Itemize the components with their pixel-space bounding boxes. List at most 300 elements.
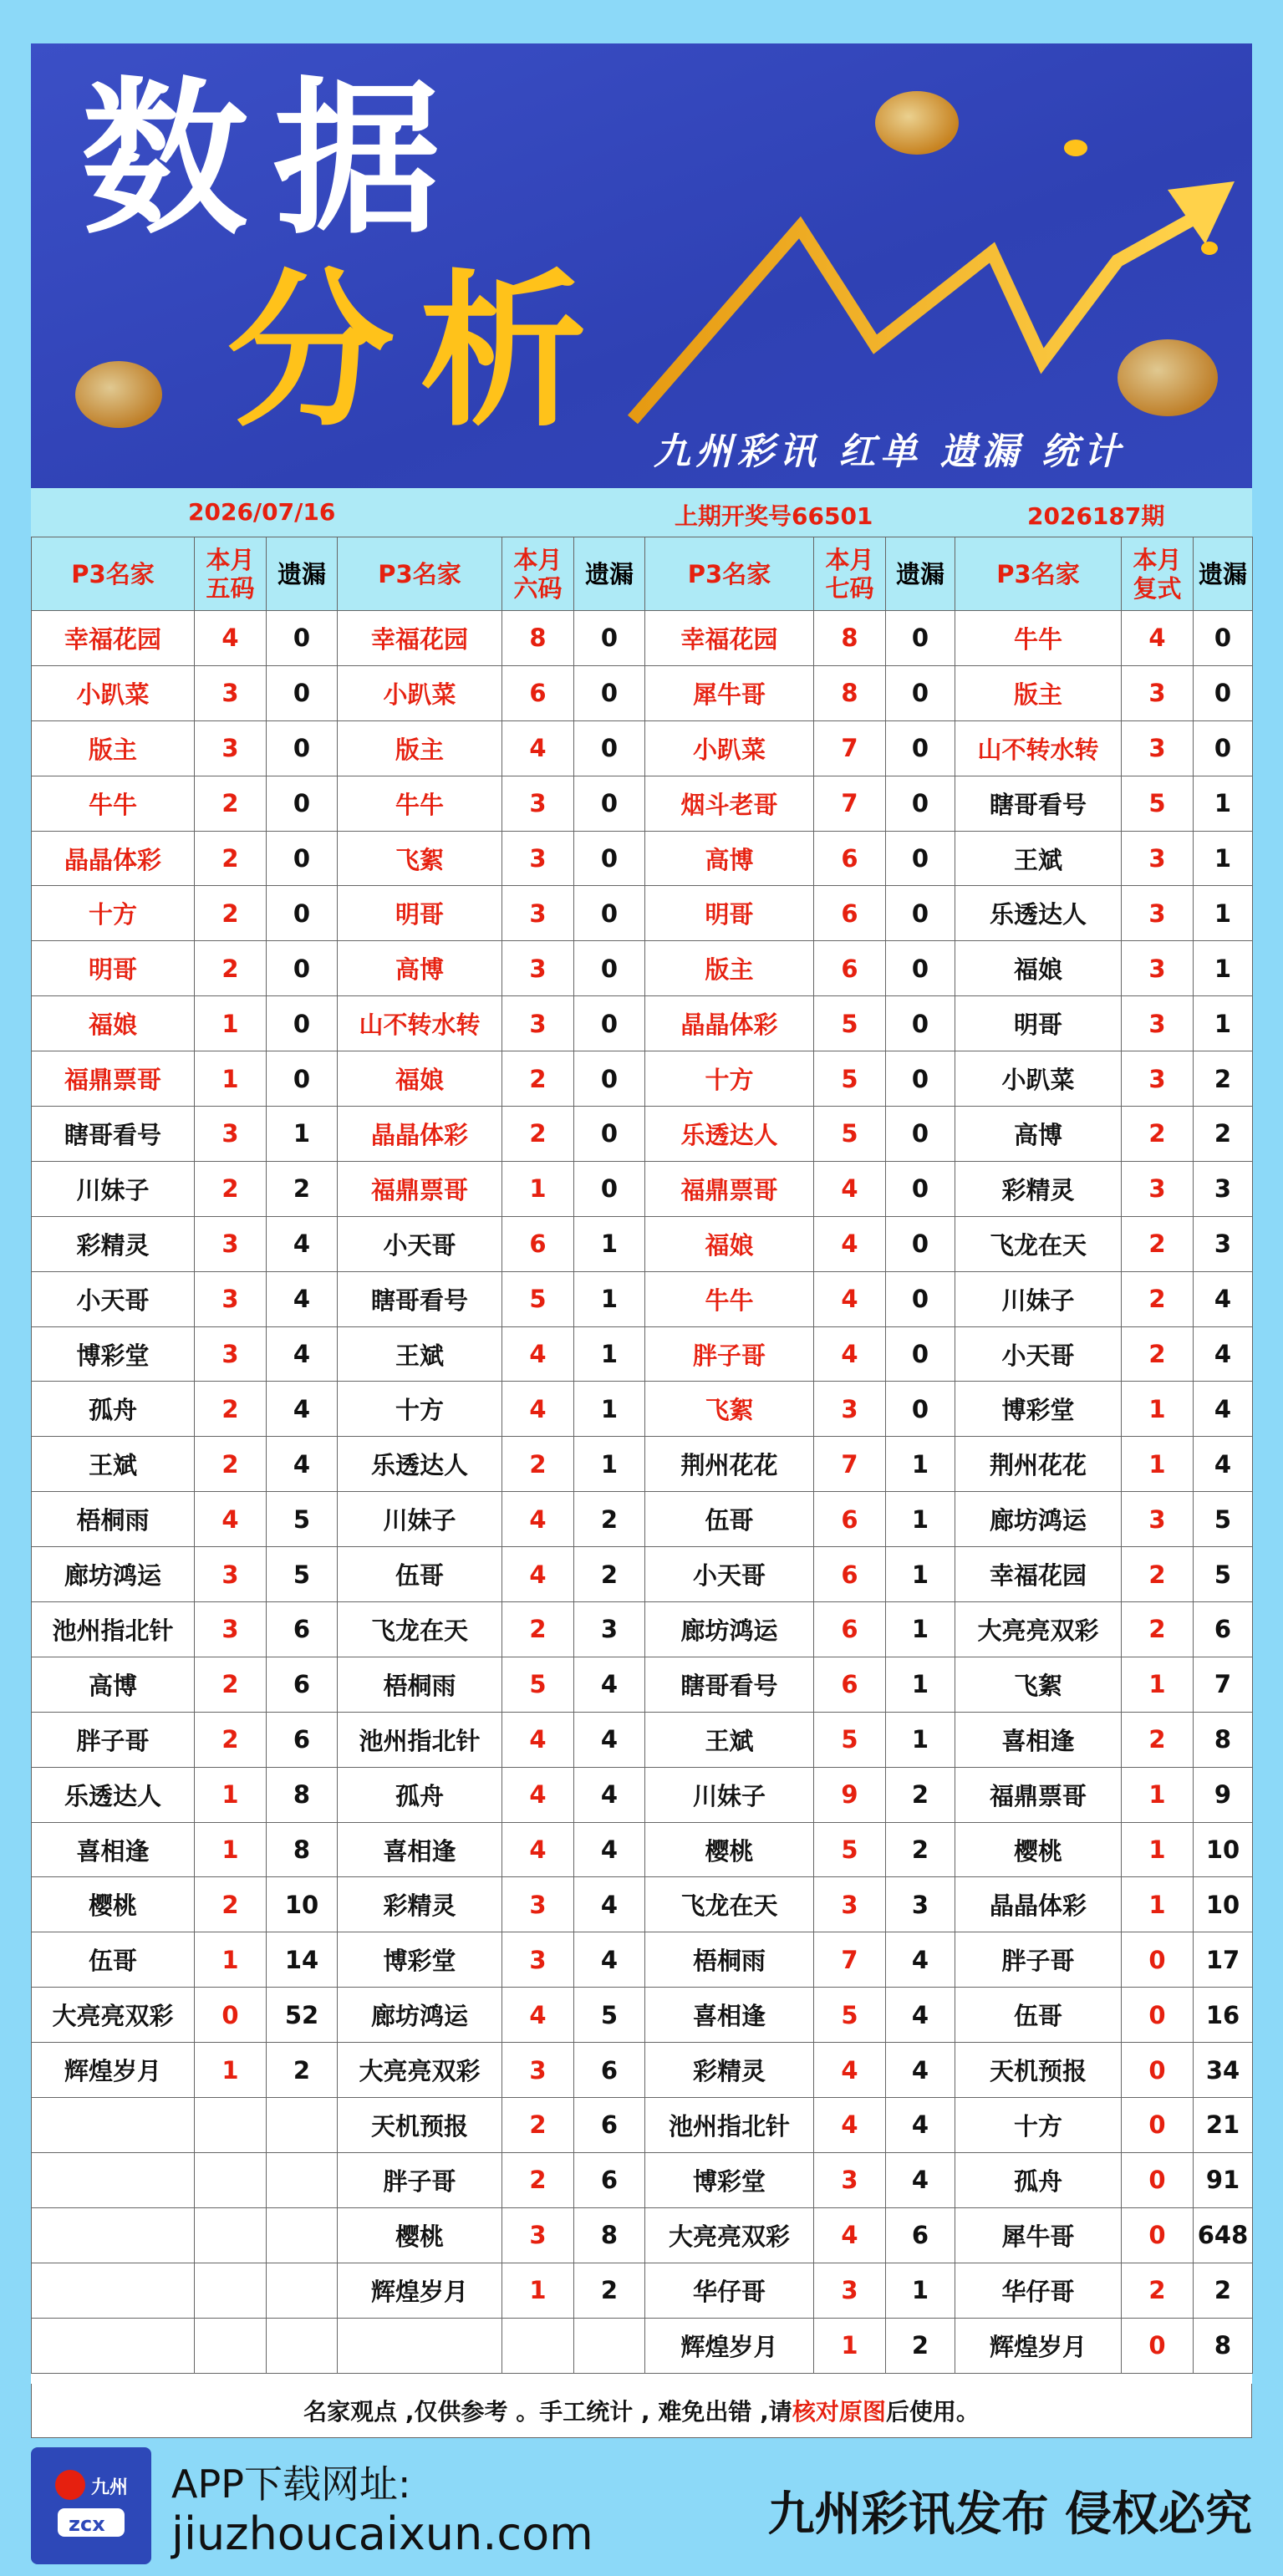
table-row bbox=[32, 1767, 1253, 1822]
hit-count-cell: 3 bbox=[502, 941, 574, 996]
header-miss: 遗漏 bbox=[886, 537, 955, 611]
miss-count-cell: 6 bbox=[267, 1712, 338, 1767]
hit-count-cell: 1 bbox=[1122, 1657, 1194, 1712]
poster-frame bbox=[31, 43, 1252, 2438]
hit-count-cell: 6 bbox=[502, 1216, 574, 1271]
expert-name-cell: 喜相逢 bbox=[32, 1822, 195, 1877]
miss-count-cell: 0 bbox=[574, 1161, 645, 1216]
expert-name-cell: 小趴菜 bbox=[338, 665, 502, 720]
hit-count-cell: 2 bbox=[502, 2098, 574, 2153]
expert-name-cell: 彩精灵 bbox=[338, 1877, 502, 1932]
expert-name-cell: 伍哥 bbox=[338, 1547, 502, 1602]
hit-count-cell: 1 bbox=[195, 1767, 267, 1822]
table-row bbox=[32, 665, 1253, 720]
miss-count-cell: 4 bbox=[574, 1657, 645, 1712]
hit-count-cell: 5 bbox=[814, 1107, 886, 1162]
miss-count-cell: 6 bbox=[886, 2207, 955, 2263]
hit-count-cell: 2 bbox=[195, 1161, 267, 1216]
miss-count-cell: 0 bbox=[574, 665, 645, 720]
hit-count-cell: 1 bbox=[1122, 1767, 1194, 1822]
miss-count-cell: 1 bbox=[574, 1326, 645, 1382]
miss-count-cell: 21 bbox=[1194, 2098, 1253, 2153]
miss-count-cell: 6 bbox=[574, 2098, 645, 2153]
header-miss: 遗漏 bbox=[574, 537, 645, 611]
header-miss: 遗漏 bbox=[1194, 537, 1253, 611]
expert-name-cell bbox=[32, 2152, 195, 2207]
table-row bbox=[32, 2098, 1253, 2153]
hit-count-cell: 0 bbox=[1122, 1988, 1194, 2043]
hit-count-cell: 7 bbox=[814, 720, 886, 776]
hit-count-cell: 3 bbox=[1122, 1051, 1194, 1107]
hit-count-cell bbox=[195, 2207, 267, 2263]
table-row bbox=[32, 776, 1253, 831]
expert-name-cell: 十方 bbox=[32, 886, 195, 941]
miss-count-cell: 0 bbox=[886, 1326, 955, 1382]
table-row bbox=[32, 1161, 1253, 1216]
miss-count-cell: 10 bbox=[1194, 1877, 1253, 1932]
miss-count-cell: 2 bbox=[267, 2043, 338, 2098]
hit-count-cell: 1 bbox=[195, 1051, 267, 1107]
expert-name-cell: 十方 bbox=[645, 1051, 814, 1107]
expert-name-cell: 飞龙在天 bbox=[955, 1216, 1122, 1271]
expert-name-cell: 福鼎票哥 bbox=[32, 1051, 195, 1107]
miss-count-cell: 1 bbox=[1194, 886, 1253, 941]
expert-name-cell: 博彩堂 bbox=[955, 1382, 1122, 1437]
hit-count-cell: 4 bbox=[195, 611, 267, 666]
hit-count-cell: 7 bbox=[814, 776, 886, 831]
hit-count-cell: 2 bbox=[502, 1107, 574, 1162]
expert-name-cell: 樱桃 bbox=[338, 2207, 502, 2263]
miss-count-cell: 1 bbox=[574, 1437, 645, 1492]
hit-count-cell: 8 bbox=[502, 611, 574, 666]
miss-count-cell: 17 bbox=[1194, 1932, 1253, 1988]
expert-name-cell: 喜相逢 bbox=[955, 1712, 1122, 1767]
hit-count-cell: 3 bbox=[195, 1271, 267, 1326]
miss-count-cell: 0 bbox=[574, 996, 645, 1051]
hit-count-cell: 4 bbox=[1122, 611, 1194, 666]
expert-name-cell: 福娘 bbox=[338, 1051, 502, 1107]
expert-name-cell bbox=[32, 2318, 195, 2373]
expert-name-cell bbox=[338, 2318, 502, 2373]
expert-name-cell: 川妹子 bbox=[32, 1161, 195, 1216]
expert-name-cell: 川妹子 bbox=[955, 1271, 1122, 1326]
miss-count-cell: 4 bbox=[574, 1822, 645, 1877]
expert-name-cell: 明哥 bbox=[32, 941, 195, 996]
miss-count-cell: 2 bbox=[1194, 1107, 1253, 1162]
hit-count-cell: 3 bbox=[1122, 1492, 1194, 1547]
table-row bbox=[32, 1932, 1253, 1988]
expert-name-cell: 明哥 bbox=[955, 996, 1122, 1051]
expert-name-cell: 福鼎票哥 bbox=[955, 1767, 1122, 1822]
hit-count-cell: 2 bbox=[195, 1657, 267, 1712]
hit-count-cell bbox=[195, 2098, 267, 2153]
table-row bbox=[32, 2152, 1253, 2207]
expert-name-cell bbox=[32, 2098, 195, 2153]
miss-count-cell: 1 bbox=[574, 1216, 645, 1271]
miss-count-cell: 8 bbox=[574, 2207, 645, 2263]
hit-count-cell: 3 bbox=[195, 1216, 267, 1271]
last-draw-number: 上期开奖号66501 bbox=[675, 502, 873, 530]
hit-count-cell: 3 bbox=[1122, 886, 1194, 941]
hit-count-cell: 0 bbox=[1122, 2098, 1194, 2153]
miss-count-cell: 1 bbox=[886, 1657, 955, 1712]
expert-name-cell: 博彩堂 bbox=[645, 2152, 814, 2207]
logo-graphic bbox=[41, 2460, 141, 2552]
expert-name-cell: 小天哥 bbox=[338, 1216, 502, 1271]
expert-name-cell: 瞎哥看号 bbox=[645, 1657, 814, 1712]
expert-name-cell: 犀牛哥 bbox=[955, 2207, 1122, 2263]
table-row bbox=[32, 1326, 1253, 1382]
expert-name-cell: 版主 bbox=[32, 720, 195, 776]
miss-count-cell: 1 bbox=[886, 1602, 955, 1657]
miss-count-cell: 0 bbox=[886, 720, 955, 776]
hit-count-cell: 6 bbox=[502, 665, 574, 720]
expert-name-cell: 乐透达人 bbox=[338, 1437, 502, 1492]
expert-name-cell: 王斌 bbox=[645, 1712, 814, 1767]
expert-name-cell: 明哥 bbox=[645, 886, 814, 941]
table-row bbox=[32, 1216, 1253, 1271]
disclaimer-note bbox=[31, 2384, 1252, 2438]
miss-count-cell: 4 bbox=[267, 1382, 338, 1437]
expert-name-cell: 幸福花园 bbox=[955, 1547, 1122, 1602]
miss-count-cell: 0 bbox=[267, 1051, 338, 1107]
disclaimer-text-a: 名家观点 ,仅供参考 。手工统计 , 难免出错 ,请 bbox=[303, 2398, 792, 2426]
hit-count-cell: 6 bbox=[814, 831, 886, 886]
miss-count-cell: 3 bbox=[574, 1602, 645, 1657]
hit-count-cell: 4 bbox=[814, 2098, 886, 2153]
expert-name-cell: 烟斗老哥 bbox=[645, 776, 814, 831]
hit-count-cell: 5 bbox=[814, 1988, 886, 2043]
hit-count-cell: 3 bbox=[814, 2263, 886, 2318]
hit-count-cell: 8 bbox=[814, 611, 886, 666]
expert-name-cell: 池州指北针 bbox=[32, 1602, 195, 1657]
hit-count-cell: 3 bbox=[502, 996, 574, 1051]
expert-name-cell: 荆州花花 bbox=[645, 1437, 814, 1492]
hit-count-cell: 8 bbox=[814, 665, 886, 720]
miss-count-cell: 0 bbox=[267, 665, 338, 720]
expert-name-cell: 彩精灵 bbox=[955, 1161, 1122, 1216]
miss-count-cell: 91 bbox=[1194, 2152, 1253, 2207]
hit-count-cell: 2 bbox=[1122, 1712, 1194, 1767]
expert-name-cell: 辉煌岁月 bbox=[645, 2318, 814, 2373]
miss-count-cell: 1 bbox=[886, 1437, 955, 1492]
miss-count-cell: 0 bbox=[574, 776, 645, 831]
hit-count-cell: 4 bbox=[502, 1988, 574, 2043]
expert-name-cell: 樱桃 bbox=[645, 1822, 814, 1877]
svg-text:zcx: zcx bbox=[69, 2512, 105, 2536]
miss-count-cell: 0 bbox=[574, 720, 645, 776]
expert-name-cell: 樱桃 bbox=[32, 1877, 195, 1932]
miss-count-cell: 4 bbox=[267, 1437, 338, 1492]
expert-name-cell: 辉煌岁月 bbox=[338, 2263, 502, 2318]
bottom-bar bbox=[31, 2447, 1252, 2564]
miss-count-cell: 34 bbox=[1194, 2043, 1253, 2098]
hit-count-cell: 4 bbox=[814, 1161, 886, 1216]
hit-count-cell: 1 bbox=[1122, 1877, 1194, 1932]
expert-name-cell: 天机预报 bbox=[338, 2098, 502, 2153]
miss-count-cell: 2 bbox=[886, 1767, 955, 1822]
expert-name-cell: 梧桐雨 bbox=[338, 1657, 502, 1712]
miss-count-cell: 2 bbox=[267, 1161, 338, 1216]
expert-name-cell: 王斌 bbox=[338, 1326, 502, 1382]
hit-count-cell: 1 bbox=[195, 2043, 267, 2098]
hit-count-cell: 2 bbox=[195, 886, 267, 941]
expert-name-cell: 伍哥 bbox=[955, 1988, 1122, 2043]
expert-name-cell: 彩精灵 bbox=[645, 2043, 814, 2098]
expert-name-cell: 喜相逢 bbox=[645, 1988, 814, 2043]
app-download-label: APP下载网址: bbox=[171, 2461, 411, 2507]
table-row bbox=[32, 1382, 1253, 1437]
table-row bbox=[32, 611, 1253, 666]
hit-count-cell: 2 bbox=[1122, 1271, 1194, 1326]
expert-name-cell: 飞絮 bbox=[645, 1382, 814, 1437]
miss-count-cell: 6 bbox=[574, 2043, 645, 2098]
hit-count-cell: 2 bbox=[1122, 1216, 1194, 1271]
hit-count-cell: 0 bbox=[1122, 1932, 1194, 1988]
miss-count-cell: 4 bbox=[886, 2098, 955, 2153]
table-row bbox=[32, 1107, 1253, 1162]
miss-count-cell: 0 bbox=[886, 996, 955, 1051]
hit-count-cell: 6 bbox=[814, 1547, 886, 1602]
hit-count-cell: 1 bbox=[502, 1161, 574, 1216]
banner-title-line1: 数据 bbox=[81, 63, 466, 257]
expert-name-cell: 版主 bbox=[645, 941, 814, 996]
copyright-slogan: 九州彩讯发布 侵权必究 bbox=[767, 2487, 1252, 2542]
miss-count-cell: 6 bbox=[574, 2152, 645, 2207]
miss-count-cell: 7 bbox=[1194, 1657, 1253, 1712]
hit-count-cell: 4 bbox=[502, 1326, 574, 1382]
miss-count-cell: 3 bbox=[1194, 1216, 1253, 1271]
miss-count-cell: 1 bbox=[886, 1712, 955, 1767]
miss-count-cell: 4 bbox=[574, 1712, 645, 1767]
miss-count-cell: 0 bbox=[886, 1161, 955, 1216]
hit-count-cell: 4 bbox=[814, 2043, 886, 2098]
miss-count-cell: 0 bbox=[886, 1382, 955, 1437]
expert-name-cell: 幸福花园 bbox=[32, 611, 195, 666]
miss-count-cell: 10 bbox=[1194, 1822, 1253, 1877]
expert-name-cell: 牛牛 bbox=[645, 1271, 814, 1326]
expert-name-cell: 飞絮 bbox=[955, 1657, 1122, 1712]
miss-count-cell bbox=[267, 2263, 338, 2318]
table-row bbox=[32, 1822, 1253, 1877]
expert-name-cell: 高博 bbox=[645, 831, 814, 886]
miss-count-cell: 3 bbox=[1194, 1161, 1253, 1216]
hit-count-cell: 0 bbox=[1122, 2152, 1194, 2207]
miss-count-cell: 0 bbox=[886, 941, 955, 996]
issue-number: 2026187期 bbox=[1027, 502, 1165, 530]
hit-count-cell bbox=[195, 2263, 267, 2318]
miss-count-cell: 2 bbox=[1194, 1051, 1253, 1107]
miss-count-cell bbox=[267, 2098, 338, 2153]
miss-count-cell: 4 bbox=[267, 1216, 338, 1271]
hit-count-cell: 3 bbox=[502, 2207, 574, 2263]
expert-name-cell: 明哥 bbox=[338, 886, 502, 941]
miss-count-cell: 4 bbox=[1194, 1271, 1253, 1326]
expert-name-cell: 山不转水转 bbox=[955, 720, 1122, 776]
miss-count-cell: 4 bbox=[574, 1767, 645, 1822]
miss-count-cell: 1 bbox=[574, 1382, 645, 1437]
table-row bbox=[32, 2263, 1253, 2318]
banner-title-line2: 分析 bbox=[227, 255, 613, 450]
hit-count-cell: 6 bbox=[814, 1602, 886, 1657]
hit-count-cell: 1 bbox=[814, 2318, 886, 2373]
miss-count-cell: 5 bbox=[574, 1988, 645, 2043]
miss-count-cell: 1 bbox=[886, 2263, 955, 2318]
expert-name-cell: 大亮亮双彩 bbox=[955, 1602, 1122, 1657]
hit-count-cell: 2 bbox=[195, 941, 267, 996]
miss-count-cell bbox=[267, 2152, 338, 2207]
expert-name-cell: 牛牛 bbox=[32, 776, 195, 831]
miss-count-cell: 6 bbox=[267, 1602, 338, 1657]
miss-count-cell: 0 bbox=[574, 1107, 645, 1162]
miss-count-cell: 0 bbox=[1194, 665, 1253, 720]
miss-count-cell: 0 bbox=[267, 831, 338, 886]
miss-count-cell: 0 bbox=[886, 665, 955, 720]
expert-name-cell: 梧桐雨 bbox=[645, 1932, 814, 1988]
expert-name-cell: 犀牛哥 bbox=[645, 665, 814, 720]
miss-count-cell: 4 bbox=[267, 1271, 338, 1326]
hit-count-cell: 3 bbox=[502, 1932, 574, 1988]
expert-name-cell: 博彩堂 bbox=[338, 1932, 502, 1988]
header-seven: 本月七码 bbox=[814, 537, 886, 611]
hit-count-cell bbox=[195, 2152, 267, 2207]
table-row bbox=[32, 2318, 1253, 2373]
header-name: P3名家 bbox=[338, 537, 502, 611]
jiuzhou-logo-icon bbox=[31, 2447, 151, 2564]
miss-count-cell bbox=[267, 2207, 338, 2263]
hit-count-cell: 7 bbox=[814, 1437, 886, 1492]
report-date: 2026/07/16 bbox=[188, 498, 336, 526]
miss-count-cell: 4 bbox=[1194, 1437, 1253, 1492]
table-body bbox=[32, 611, 1253, 2374]
hit-count-cell: 4 bbox=[195, 1492, 267, 1547]
expert-name-cell: 瞎哥看号 bbox=[338, 1271, 502, 1326]
table-row bbox=[32, 1877, 1253, 1932]
hit-count-cell: 3 bbox=[1122, 831, 1194, 886]
hit-count-cell: 4 bbox=[502, 1767, 574, 1822]
expert-name-cell: 晶晶体彩 bbox=[955, 1877, 1122, 1932]
hit-count-cell: 0 bbox=[1122, 2318, 1194, 2373]
miss-count-cell: 9 bbox=[1194, 1767, 1253, 1822]
logo-text: 九州 bbox=[91, 2477, 129, 2498]
expert-name-cell: 伍哥 bbox=[645, 1492, 814, 1547]
disclaimer-text-c: 后使用。 bbox=[885, 2398, 980, 2426]
expert-name-cell: 胖子哥 bbox=[338, 2152, 502, 2207]
expert-name-cell: 孤舟 bbox=[32, 1382, 195, 1437]
hit-count-cell: 6 bbox=[814, 941, 886, 996]
hit-count-cell: 3 bbox=[814, 1877, 886, 1932]
table-row bbox=[32, 831, 1253, 886]
expert-name-cell: 十方 bbox=[338, 1382, 502, 1437]
miss-count-cell: 0 bbox=[574, 1051, 645, 1107]
miss-count-cell: 6 bbox=[267, 1657, 338, 1712]
table-row bbox=[32, 1051, 1253, 1107]
expert-name-cell: 晶晶体彩 bbox=[645, 996, 814, 1051]
miss-count-cell: 1 bbox=[886, 1492, 955, 1547]
miss-count-cell: 0 bbox=[267, 611, 338, 666]
header-name: P3名家 bbox=[955, 537, 1122, 611]
miss-count-cell: 2 bbox=[886, 2318, 955, 2373]
miss-count-cell: 8 bbox=[267, 1822, 338, 1877]
hit-count-cell: 2 bbox=[1122, 1107, 1194, 1162]
table-row bbox=[32, 1547, 1253, 1602]
expert-name-cell: 川妹子 bbox=[645, 1767, 814, 1822]
hit-count-cell: 3 bbox=[502, 776, 574, 831]
hit-count-cell: 2 bbox=[195, 1382, 267, 1437]
expert-name-cell: 伍哥 bbox=[32, 1932, 195, 1988]
table-row bbox=[32, 2207, 1253, 2263]
expert-name-cell: 池州指北针 bbox=[645, 2098, 814, 2153]
miss-count-cell: 4 bbox=[886, 2152, 955, 2207]
miss-count-cell: 5 bbox=[267, 1547, 338, 1602]
hit-count-cell: 3 bbox=[1122, 720, 1194, 776]
header-miss: 遗漏 bbox=[267, 537, 338, 611]
hit-count-cell: 1 bbox=[1122, 1437, 1194, 1492]
miss-count-cell: 0 bbox=[886, 776, 955, 831]
table-row bbox=[32, 1271, 1253, 1326]
hit-count-cell: 1 bbox=[195, 1822, 267, 1877]
hit-count-cell: 3 bbox=[195, 1602, 267, 1657]
miss-count-cell: 648 bbox=[1194, 2207, 1253, 2263]
miss-count-cell: 0 bbox=[1194, 611, 1253, 666]
expert-name-cell: 晶晶体彩 bbox=[32, 831, 195, 886]
miss-count-cell: 0 bbox=[574, 941, 645, 996]
miss-count-cell: 4 bbox=[886, 1988, 955, 2043]
expert-name-cell: 小趴菜 bbox=[955, 1051, 1122, 1107]
expert-name-cell: 胖子哥 bbox=[955, 1932, 1122, 1988]
expert-name-cell: 大亮亮双彩 bbox=[645, 2207, 814, 2263]
miss-count-cell: 0 bbox=[267, 776, 338, 831]
hit-count-cell: 3 bbox=[195, 1107, 267, 1162]
app-download-url[interactable]: jiuzhoucaixun.com bbox=[171, 2507, 593, 2560]
table-row bbox=[32, 1437, 1253, 1492]
expert-name-cell: 王斌 bbox=[955, 831, 1122, 886]
hit-count-cell: 1 bbox=[195, 1932, 267, 1988]
miss-count-cell: 1 bbox=[886, 1547, 955, 1602]
table-row bbox=[32, 941, 1253, 996]
expert-name-cell: 荆州花花 bbox=[955, 1437, 1122, 1492]
miss-count-cell: 0 bbox=[1194, 720, 1253, 776]
expert-name-cell: 川妹子 bbox=[338, 1492, 502, 1547]
hit-count-cell: 4 bbox=[814, 1271, 886, 1326]
miss-count-cell: 0 bbox=[886, 1216, 955, 1271]
expert-name-cell: 胖子哥 bbox=[32, 1712, 195, 1767]
hit-count-cell: 9 bbox=[814, 1767, 886, 1822]
expert-name-cell: 福娘 bbox=[32, 996, 195, 1051]
hit-count-cell: 4 bbox=[814, 2207, 886, 2263]
hit-count-cell: 3 bbox=[502, 831, 574, 886]
hit-count-cell: 3 bbox=[195, 720, 267, 776]
hit-count-cell: 3 bbox=[1122, 665, 1194, 720]
expert-name-cell: 孤舟 bbox=[955, 2152, 1122, 2207]
miss-count-cell: 0 bbox=[267, 996, 338, 1051]
miss-count-cell: 0 bbox=[574, 831, 645, 886]
hit-count-cell: 5 bbox=[814, 1051, 886, 1107]
table-row bbox=[32, 996, 1253, 1051]
expert-name-cell: 华仔哥 bbox=[955, 2263, 1122, 2318]
hit-count-cell: 2 bbox=[195, 1437, 267, 1492]
miss-count-cell: 16 bbox=[1194, 1988, 1253, 2043]
hit-count-cell: 1 bbox=[1122, 1382, 1194, 1437]
miss-count-cell: 3 bbox=[886, 1877, 955, 1932]
miss-count-cell: 1 bbox=[574, 1271, 645, 1326]
hit-count-cell: 4 bbox=[502, 1492, 574, 1547]
expert-name-cell: 辉煌岁月 bbox=[32, 2043, 195, 2098]
expert-name-cell bbox=[32, 2207, 195, 2263]
hit-count-cell: 6 bbox=[814, 1492, 886, 1547]
header-six: 本月六码 bbox=[502, 537, 574, 611]
expert-name-cell: 飞龙在天 bbox=[338, 1602, 502, 1657]
